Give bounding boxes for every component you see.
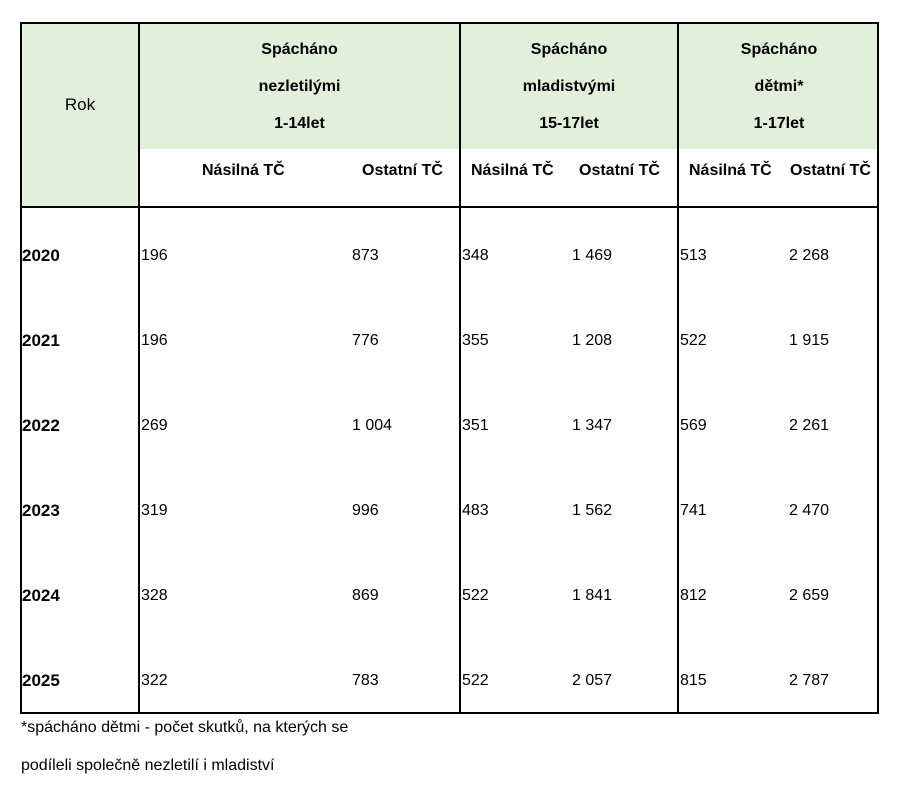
data-cell: 328	[141, 587, 168, 604]
rok-header: Rok	[64, 95, 96, 114]
data-cell: 1 347	[572, 417, 613, 434]
data-cell: 348	[462, 247, 489, 264]
year-cell: 2023	[22, 501, 60, 520]
year-cell: 2021	[22, 331, 60, 350]
data-cell: 269	[141, 417, 168, 434]
data-cell: 196	[141, 332, 168, 349]
data-cell: 812	[680, 587, 707, 604]
group-header-deti: Spácháno dětmi* 1-17let	[740, 41, 818, 132]
group-header-mladistvi: Spácháno mladistvými 15-17let	[522, 41, 616, 132]
data-cell: 741	[680, 502, 707, 519]
data-cell: 319	[141, 502, 168, 519]
sub-header-ostatni: Ostatní TČ	[579, 162, 660, 179]
data-cell: 322	[141, 672, 168, 689]
data-cell: 351	[462, 417, 489, 434]
footnote-line: podíleli společně nezletilí i mladiství	[21, 757, 275, 774]
footnote-line: *spácháno dětmi - počet skutků, na kterých se	[21, 719, 349, 736]
data-cell: 483	[462, 502, 489, 519]
data-cell: 1 841	[572, 587, 613, 604]
data-cell: 783	[352, 672, 379, 689]
header-bottom-border	[22, 206, 877, 208]
data-cell: 1 004	[352, 417, 393, 434]
year-cell: 2024	[22, 586, 60, 605]
group-header-nezletili: Spácháno nezletilými 1-14let	[258, 41, 341, 132]
data-cell: 2 659	[789, 587, 830, 604]
sub-header-ostatni: Ostatní TČ	[362, 162, 443, 179]
data-cell: 2 268	[789, 247, 830, 264]
data-cell: 1 915	[789, 332, 830, 349]
data-cell: 869	[352, 587, 379, 604]
data-cell: 1 562	[572, 502, 613, 519]
data-cell: 2 261	[789, 417, 830, 434]
data-cell: 355	[462, 332, 489, 349]
data-cell: 522	[680, 332, 707, 349]
data-cell: 522	[462, 672, 489, 689]
data-cell: 569	[680, 417, 707, 434]
year-cell: 2025	[22, 671, 60, 690]
data-cell: 2 787	[789, 672, 830, 689]
data-cell: 1 469	[572, 247, 613, 264]
data-cell: 815	[680, 672, 707, 689]
sub-header-nasilna: Násilná TČ	[689, 162, 772, 179]
data-cell: 873	[352, 247, 379, 264]
data-cell: 776	[352, 332, 379, 349]
data-cell: 513	[680, 247, 707, 264]
data-cell: 1 208	[572, 332, 613, 349]
sub-header-nasilna: Násilná TČ	[471, 162, 554, 179]
data-cell: 2 470	[789, 502, 830, 519]
rok-header-bg	[22, 24, 138, 206]
data-cell: 196	[141, 247, 168, 264]
data-cell: 996	[352, 502, 379, 519]
year-cell: 2022	[22, 416, 60, 435]
data-cell: 522	[462, 587, 489, 604]
year-cell: 2020	[22, 246, 60, 265]
sub-header-nasilna: Násilná TČ	[202, 162, 285, 179]
sub-header-ostatni: Ostatní TČ	[790, 162, 871, 179]
data-cell: 2 057	[572, 672, 613, 689]
statistics-table	[20, 22, 879, 714]
